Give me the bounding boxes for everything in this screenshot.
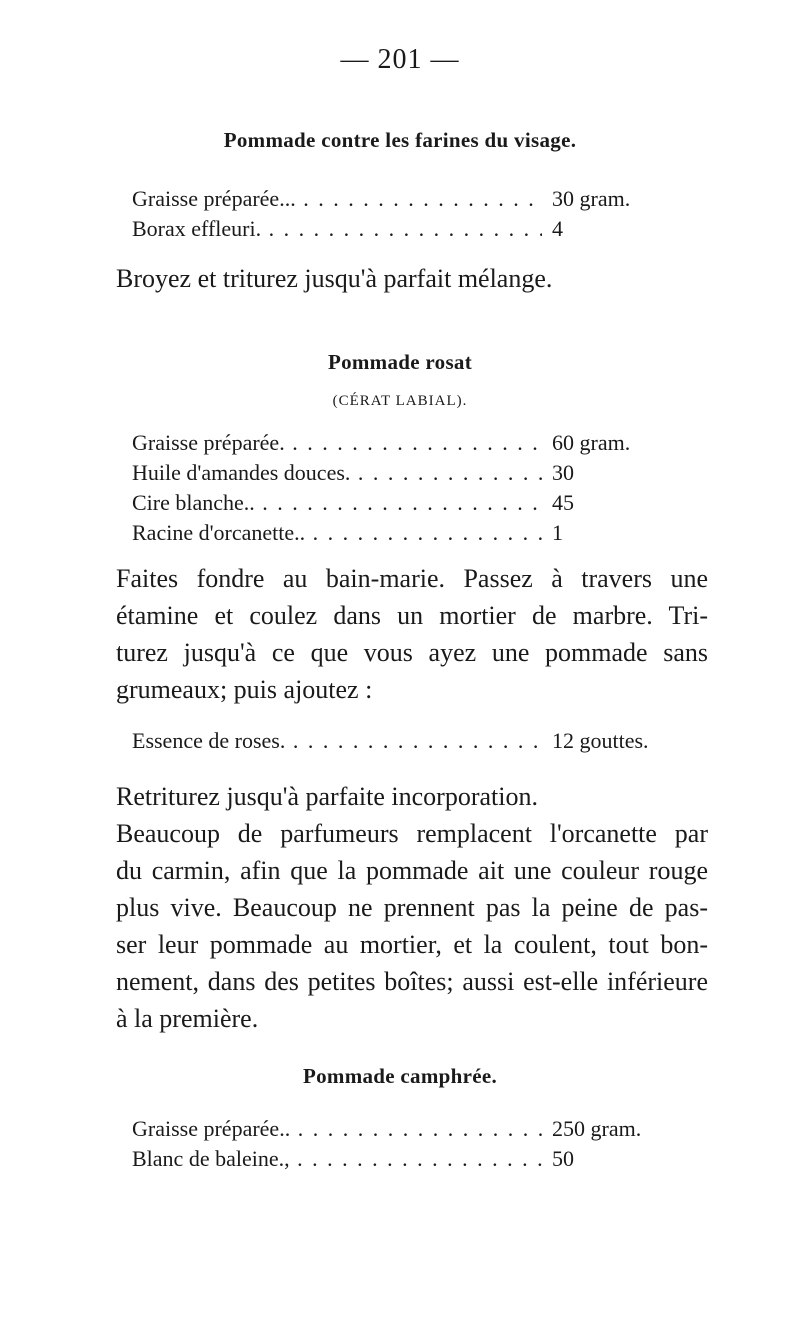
ingredient-quantity: 30 gram. bbox=[552, 186, 631, 211]
text-line: ser leur pommade au mortier, et la coulent, tout bon- bbox=[116, 930, 708, 959]
ingredient-row bbox=[132, 458, 692, 488]
ingredient-row bbox=[132, 1144, 692, 1174]
instruction-paragraph bbox=[116, 778, 708, 1037]
text-line: Retriturez jusqu'à parfaite incorporation. bbox=[116, 782, 538, 811]
text-line: plus vive. Beaucoup ne prennent pas la peine de pas- bbox=[116, 893, 708, 922]
page-number: — 201 — bbox=[340, 44, 460, 75]
ingredient-row bbox=[132, 726, 692, 756]
section-subtitle: (CÉRAT LABIAL). bbox=[332, 393, 468, 409]
ingredient-quantity: 4 bbox=[552, 216, 563, 241]
text-line: grumeaux; puis ajoutez : bbox=[116, 675, 373, 704]
ingredient-name: Cire blanche.. . . . bbox=[132, 488, 542, 518]
ingredient-list bbox=[132, 184, 692, 244]
ingredient-name: Essence de roses. . . . bbox=[132, 726, 542, 756]
ingredient-row bbox=[132, 428, 692, 458]
text-line: Beaucoup de parfumeurs remplacent l'orcanette par bbox=[116, 819, 708, 848]
ingredient-quantity: 30 bbox=[552, 460, 574, 485]
ingredient-row bbox=[132, 184, 692, 214]
text-line: turez jusqu'à ce que vous ayez une pommade sans bbox=[116, 638, 708, 667]
ingredient-name: Racine d'orcanette.. . . . bbox=[132, 518, 542, 548]
ingredient-list bbox=[132, 428, 692, 548]
section-title: Pommade contre les farines du visage. bbox=[223, 128, 577, 152]
section-title: Pommade camphrée. bbox=[302, 1064, 498, 1088]
ingredient-row bbox=[132, 518, 692, 548]
text-line: étamine et coulez dans un mortier de marbre. Tri- bbox=[116, 601, 708, 630]
text-line: du carmin, afin que la pommade ait une couleur rouge bbox=[116, 856, 708, 885]
ingredient-quantity: 45 bbox=[552, 490, 574, 515]
ingredient-list bbox=[132, 726, 692, 756]
text-line: nement, dans des petites boîtes; aussi est-elle inférieure bbox=[116, 967, 708, 996]
instruction-paragraph bbox=[116, 560, 708, 708]
section-title: Pommade rosat bbox=[327, 350, 473, 374]
ingredient-name: Graisse préparée. . . . bbox=[132, 428, 542, 458]
ingredient-quantity: 60 gram. bbox=[552, 430, 631, 455]
text-line: Broyez et triturez jusqu'à parfait mélange. bbox=[116, 264, 553, 293]
ingredient-quantity: 1 bbox=[552, 520, 563, 545]
ingredient-name: Huile d'amandes douces. . . . bbox=[132, 458, 542, 488]
ingredient-list bbox=[132, 1114, 692, 1174]
ingredient-name: Borax effleuri. . . . bbox=[132, 214, 542, 244]
ingredient-quantity: 250 gram. bbox=[552, 1116, 642, 1141]
ingredient-row bbox=[132, 214, 692, 244]
ingredient-quantity: 50 bbox=[552, 1146, 574, 1171]
instruction-paragraph bbox=[116, 260, 708, 297]
ingredient-row bbox=[132, 1114, 692, 1144]
text-line: à la première. bbox=[116, 1004, 259, 1033]
ingredient-name: Graisse préparée... . . . bbox=[132, 184, 542, 214]
text-line: Faites fondre au bain-marie. Passez à travers une bbox=[116, 564, 708, 593]
ingredient-name: Blanc de baleine., . . . bbox=[132, 1144, 542, 1174]
ingredient-name: Graisse préparée.. . . . bbox=[132, 1114, 542, 1144]
ingredient-row bbox=[132, 488, 692, 518]
ingredient-quantity: 12 gouttes. bbox=[552, 728, 649, 753]
